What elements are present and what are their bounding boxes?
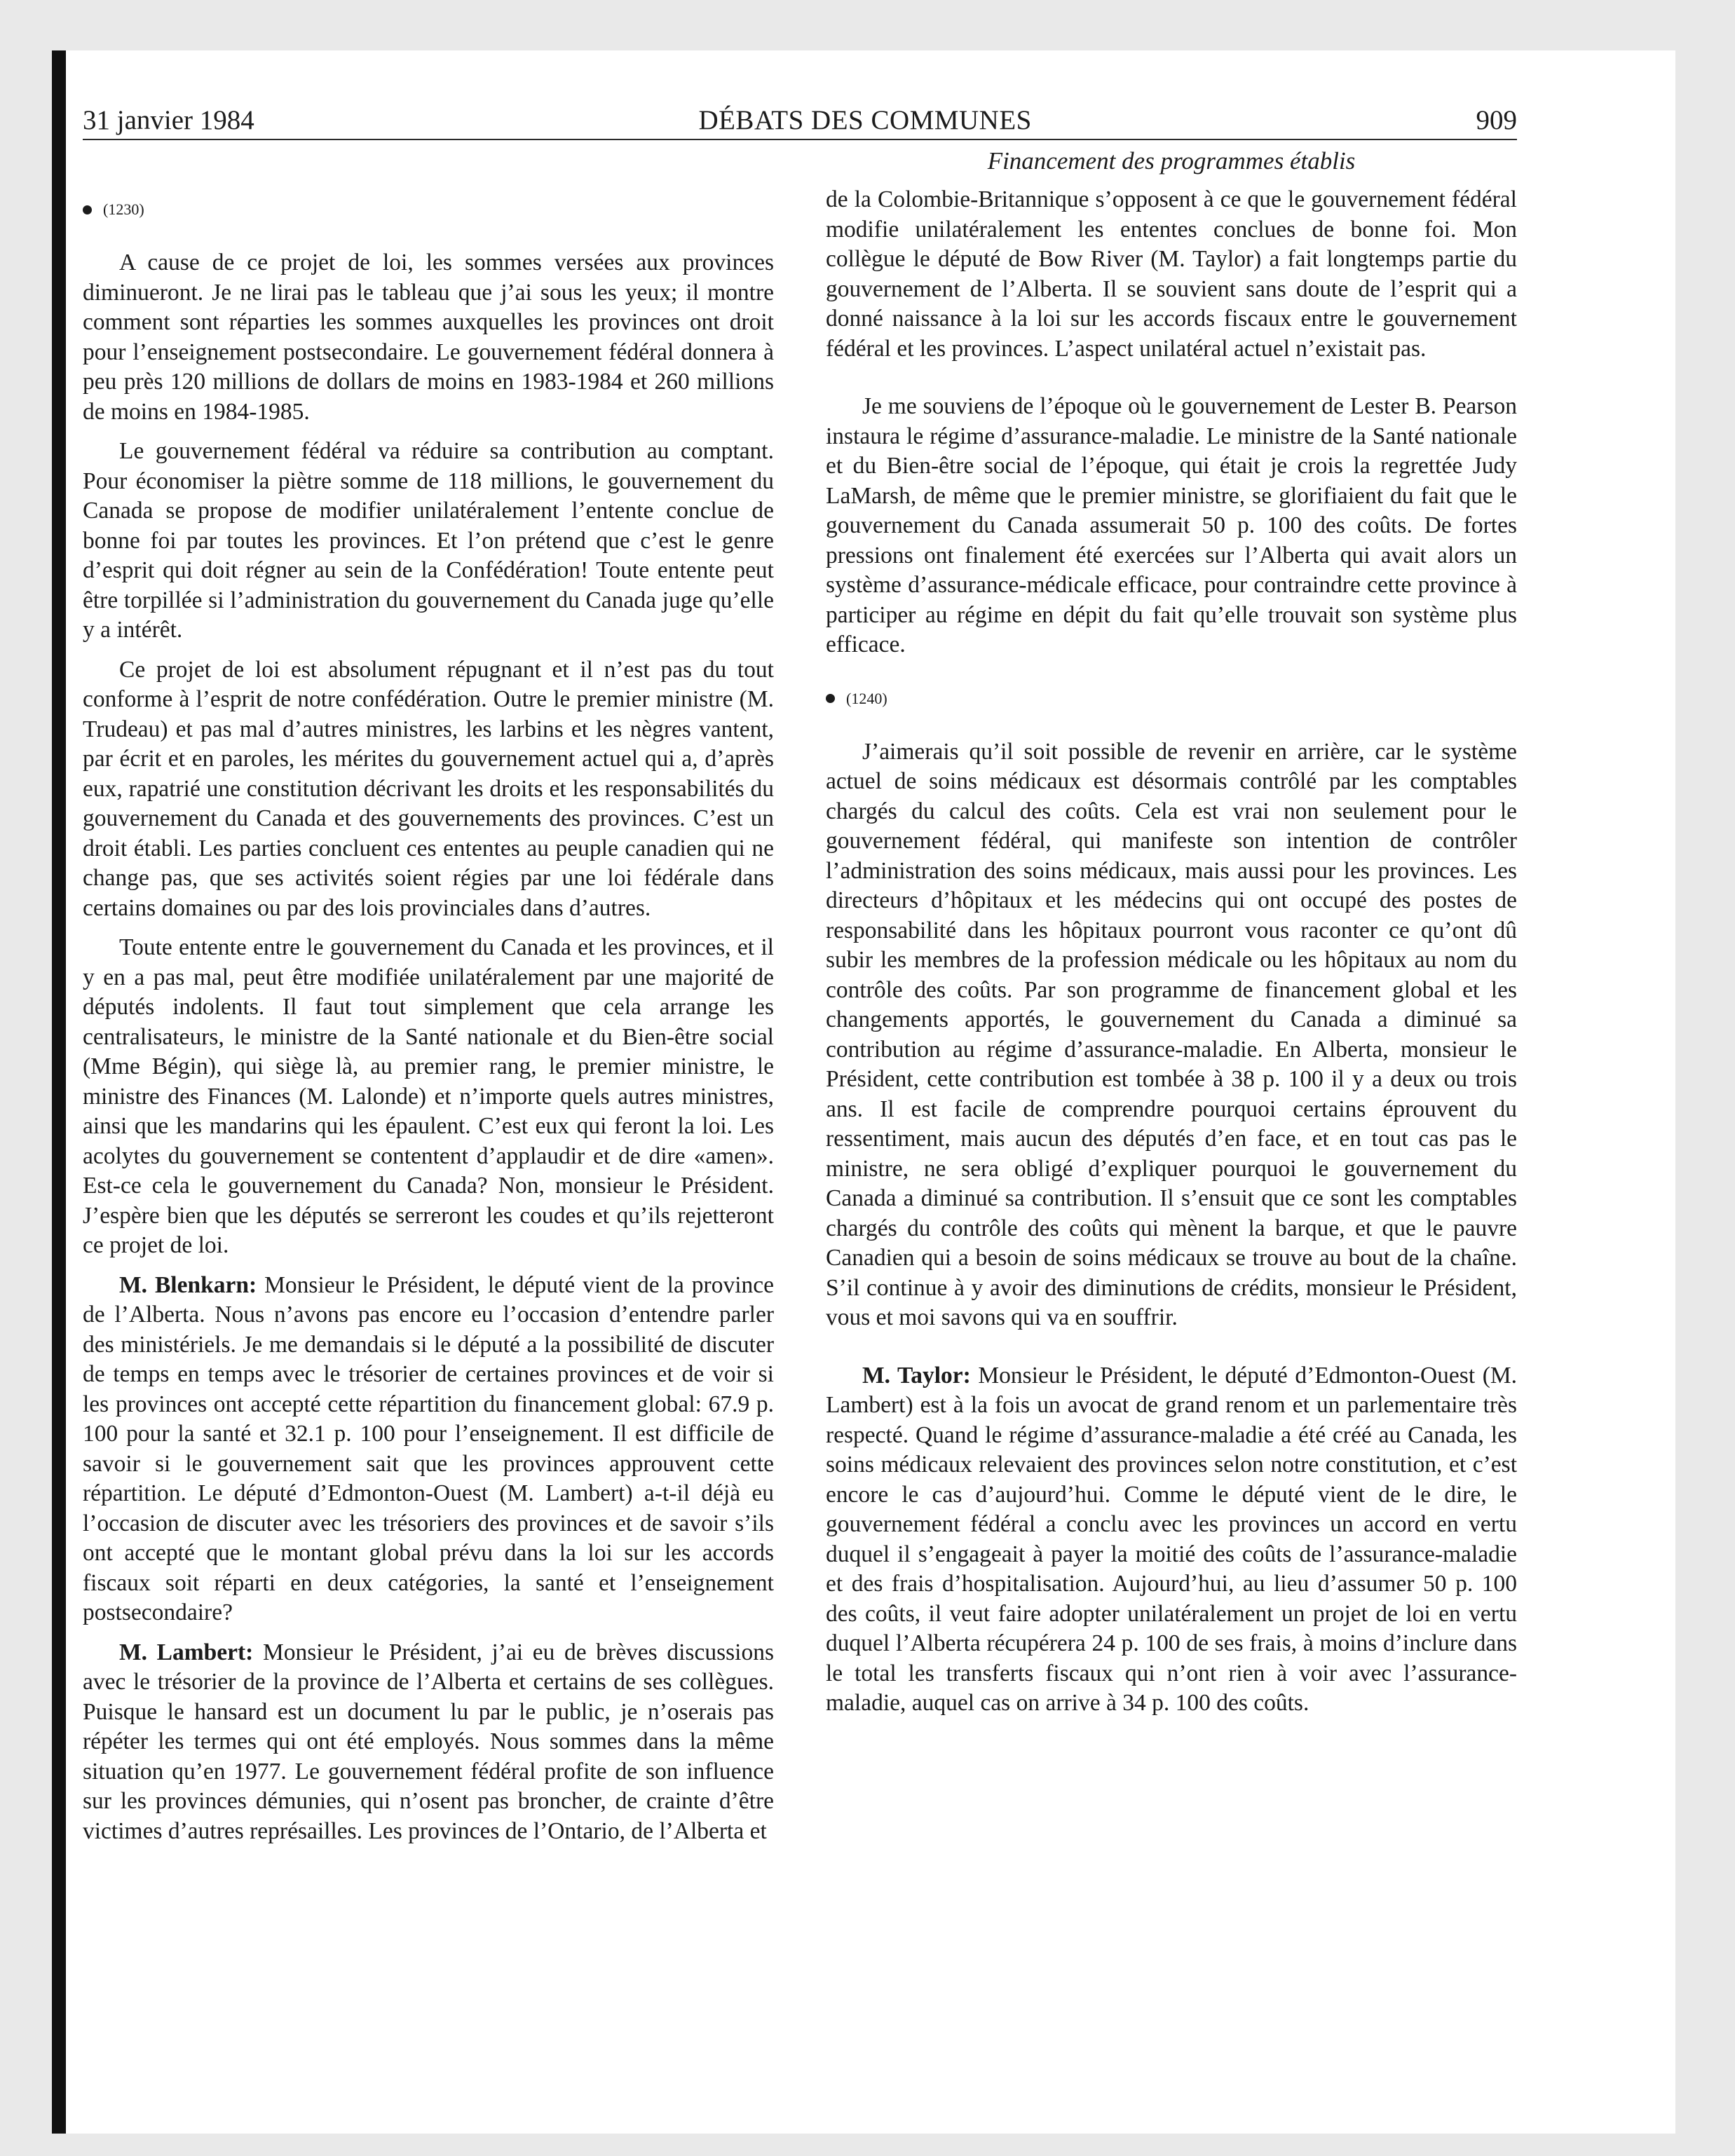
time-marker <box>83 199 774 220</box>
time-marker-label: (1240) <box>846 689 887 707</box>
paragraph: A cause de ce projet de loi, les sommes versées aux provinces diminueront. Je ne lirai pas le tableau que j’ai sous les yeux; il montre comment sont réparties les sommes auxquelles les provinces ont droit pour l’enseignement postsecondaire. Le gouvernement fédéral donnera à peu près 120 millions de dollars de moins en 1983-1984 et 260 millions de moins en 1984-1985. <box>83 250 774 425</box>
speaker-name: M. Lambert: <box>119 1639 254 1665</box>
speaker-paragraph: M. Lambert: Monsieur le Président, j’ai eu de brèves discussions avec le trésorier de la province de l’Alberta et certains de ses collègues. Puisque le hansard est un document lu par le public, je n’oserais pas répéter les termes qui ont été employés. Nous sommes dans la même situation qu’en 1977. Le gouvernement fédéral profite de son influence sur les provinces démunies, qui n’osent pas broncher, de crainte d’être victimes d’autres représailles. Les provinces de l’Ontario, de l’Alberta et <box>83 1639 774 1844</box>
right-column <box>826 144 1517 1856</box>
header-date: 31 janvier 1984 <box>83 105 254 135</box>
section-subtitle: Financement des programmes établis <box>987 147 1356 175</box>
paragraph: Je me souviens de l’époque où le gouvernement de Lester B. Pearson instaura le régime d’assurance-maladie. Le ministre de la Santé nationale et du Bien-être social de l’époque, qui était je crois la regrettée Judy LaMarsh, de même que le premier ministre, se glorifiaient du fait que le gouvernement du Canada assumerait 50 p. 100 des coûts. De fortes pressions ont finalement été exercées sur l’Alberta qui avait alors un système d’assurance-médicale efficace, pour contraindre cette province à participer au régime en dépit du fait qu’elle trouvait son système plus efficace. <box>826 393 1517 657</box>
page-content <box>83 105 1517 1856</box>
two-column-body <box>83 144 1517 1856</box>
paragraph: Ce projet de loi est absolument répugnant et il n’est pas du tout conforme à l’esprit de notre confédération. Outre le premier ministre (M. Trudeau) et pas mal d’autres ministres, les larbins et les nègres vantent, par écrit et en paroles, les mérites du gouvernement actuel qui a, d’après eux, rapatrié une constitution décrivant les droits et les responsabilités du gouvernement du Canada et des gouvernements des provinces. C’est un droit établi. Les parties concluent ces ententes au peuple canadien qui ne change pas, que ses activités soient régies par une loi fédérale dans certains domaines ou par des lois provinciales dans d’autres. <box>83 656 774 921</box>
running-header <box>83 105 1517 140</box>
bullet-icon <box>826 694 835 703</box>
speaker-name: M. Taylor: <box>862 1362 971 1389</box>
speaker-name: M. Blenkarn: <box>119 1271 257 1298</box>
scan-edge <box>52 50 66 2134</box>
bullet-icon <box>83 205 92 214</box>
time-marker-label: (1230) <box>103 200 144 218</box>
speaker-paragraph: M. Taylor: Monsieur le Président, le député d’Edmonton-Ouest (M. Lambert) est à la fois un avocat de grand renom et un parlementaire très respecté. Quand le régime d’assurance-maladie a été créé au Canada, les soins médicaux relevaient des provinces selon notre constitution, et c’est encore le cas d’aujourd’hui. Comme le député vient de le dire, le gouvernement fédéral a conclu avec les provinces un accord en vertu duquel il s’engageait à payer la moitié des coûts de l’assurance-maladie et des frais d’hospitalisation. Aujourd’hui, au lieu d’assumer 50 p. 100 des coûts, il veut faire adopter unilatéralement un projet de loi en vertu duquel l’Alberta récupérera 24 p. 100 de ses frais, à moins d’inclure dans le total les transferts fiscaux qui n’ont rien à voir avec l’assurance-maladie, auquel cas on arrive à 34 p. 100 des coûts. <box>826 1362 1518 1716</box>
header-title: DÉBATS DES COMMUNES <box>698 105 1032 135</box>
paragraph: de la Colombie-Britannique s’opposent à ce que le gouvernement fédéral modifie unilatéralement les ententes conclues de bonne foi. Mon collègue le député de Bow River (M. Taylor) a fait longtemps partie du gouvernement de l’Alberta. Il se souvient sans doute de l’esprit qui a donné naissance à la loi sur les accords fiscaux entre le gouvernement fédéral et les provinces. L’aspect unilatéral actuel n’existait pas. <box>826 186 1517 362</box>
paragraph: J’aimerais qu’il soit possible de revenir en arrière, car le système actuel de soins médicaux est désormais contrôlé par les comptables chargés du calcul des coûts. Cela est vrai non seulement pour le gouvernement fédéral, qui manifeste son intention de contrôler l’administration des soins médicaux, mais aussi pour les provinces. Les directeurs d’hôpitaux et les médecins qui ont occupé des postes de responsabilité dans les hôpitaux pourront vous raconter ce qu’ont dû subir les membres de la profession médicale ou les hôpitaux au nom du contrôle des coûts. Par son programme de financement global et les changements apportés, le gouvernement du Canada a diminué sa contribution au régime d’assurance-maladie. En Alberta, monsieur le Président, cette contribution est tombée à 38 p. 100 il y a deux ou trois ans. Il est facile de comprendre pourquoi certains éprouvent du ressentiment, mais aucun des députés d’en face, et en tout cas pas le ministre, ne sera obligé d’expliquer pourquoi le gouvernement du Canada a diminué sa contribution. Il s’ensuit que ce sont les comptables chargés du contrôle des coûts qui mènent la barque, et que le pauvre Canadien qui a besoin de soins médicaux se trouve au bout de la chaîne. S’il continue à y avoir des diminutions de crédits, monsieur le Président, vous et moi savons qui va en souffrir. <box>826 738 1517 1330</box>
paragraph: Toute entente entre le gouvernement du Canada et les provinces, et il y en a pas mal, peut être modifiée unilatéralement par une majorité de députés indolents. Il faut tout simplement que cela arrange les centralisateurs, le ministre de la Santé nationale et du Bien-être social (Mme Bégin), qui siège là, au premier rang, le premier ministre, le ministre des Finances (M. Lalonde) et n’importe quels autres ministres, ainsi que les mandarins qui les épaulent. C’est eux qui feront la loi. Les acolytes du gouvernement se contentent d’applaudir et de dire «amen». Est-ce cela le gouvernement du Canada? Non, monsieur le Président. J’espère bien que les députés se serreront les coudes et qu’ils rejetteront ce projet de loi. <box>83 934 774 1258</box>
time-marker <box>826 688 1517 709</box>
speaker-paragraph: M. Blenkarn: Monsieur le Président, le député vient de la province de l’Alberta. Nous n’avons pas encore eu l’occasion d’entendre parler des ministériels. Je me demandais si le député a la possibilité de discuter de temps en temps avec le trésorier de certaines provinces et de voir si les provinces ont accepté cette répartition du financement global: 67.9 p. 100 pour la santé et 32.1 p. 100 pour l’enseignement. Il est difficile de savoir si le gouvernement sait que les provinces approuvent cette répartition. Le député d’Edmonton-Ouest (M. Lambert) a-t-il déjà eu l’occasion de discuter avec les trésoriers des provinces et de savoir s’ils ont accepté que le montant global prévu dans la loi sur les accords fiscaux soit réparti en deux catégories, la santé et l’enseignement postsecondaire? <box>83 1271 775 1625</box>
page-number: 909 <box>1476 105 1517 135</box>
paragraph: Le gouvernement fédéral va réduire sa contribution au comptant. Pour économiser la piètre somme de 118 millions, le gouvernement du Canada se propose de modifier unilatéralement l’entente conclue de bonne foi par toutes les provinces. Et l’on prétend que c’est le genre d’esprit qui doit régner au sein de la Confédération! Toute entente peut être torpillée si l’administration du gouvernement du Canada juge qu’elle y a intérêt. <box>83 438 774 643</box>
left-column <box>83 144 774 1856</box>
